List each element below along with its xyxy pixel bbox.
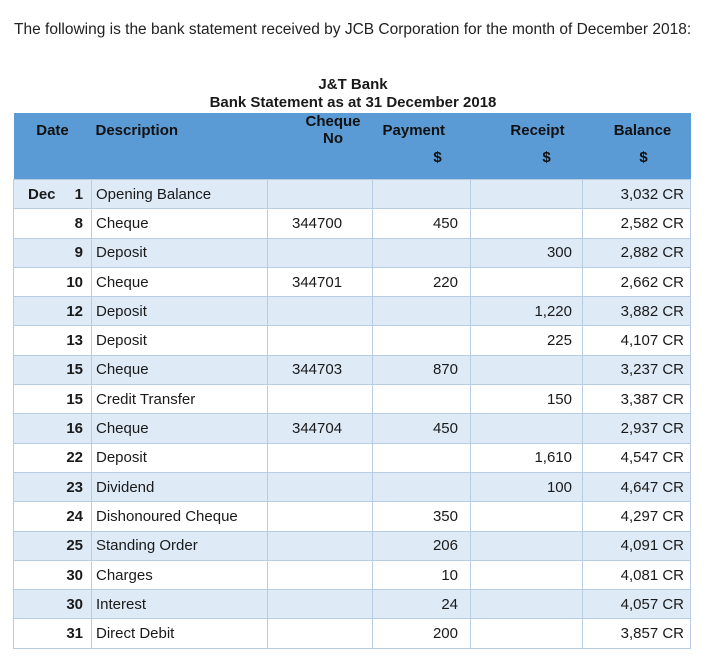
- cell-receipt: 225: [471, 326, 583, 355]
- cell-balance: 4,081 CR: [583, 560, 691, 589]
- header-units-empty: [268, 147, 373, 180]
- cell-date: [14, 502, 92, 531]
- day-value: 15: [66, 361, 83, 379]
- statement-title: Bank Statement as at 31 December 2018: [209, 94, 497, 111]
- table-row: [14, 502, 691, 531]
- cell-balance: 4,107 CR: [583, 326, 691, 355]
- cell-balance: 2,882 CR: [583, 238, 691, 267]
- cell-cheque-no: [268, 502, 373, 531]
- cell-date: [14, 180, 92, 209]
- cell-payment: 450: [373, 414, 471, 443]
- cell-date: [14, 443, 92, 472]
- cell-cheque-no: [268, 619, 373, 648]
- cell-receipt: [471, 502, 583, 531]
- day-value: 31: [66, 625, 83, 643]
- cell-date: [14, 326, 92, 355]
- cell-balance: 4,091 CR: [583, 531, 691, 560]
- day-value: 30: [66, 595, 83, 613]
- cell-payment: 870: [373, 355, 471, 384]
- day-value: 24: [66, 507, 83, 525]
- cell-cheque-no: [268, 297, 373, 326]
- cell-receipt: [471, 590, 583, 619]
- cell-date: [14, 297, 92, 326]
- header-units-row: [14, 147, 691, 180]
- day-value: 23: [66, 478, 83, 496]
- cell-payment: [373, 238, 471, 267]
- table-row: [14, 414, 691, 443]
- intro-paragraph: The following is the bank statement received by JCB Corporation for the month of December 2018:: [14, 21, 692, 38]
- table-row: [14, 443, 691, 472]
- cell-cheque-no: [268, 560, 373, 589]
- cell-receipt: 1,610: [471, 443, 583, 472]
- cell-receipt: [471, 619, 583, 648]
- cell-payment: [373, 326, 471, 355]
- day-value: 13: [66, 332, 83, 350]
- cell-receipt: 300: [471, 238, 583, 267]
- cell-receipt: [471, 267, 583, 296]
- header-units-empty: [14, 147, 92, 180]
- cell-date: [14, 209, 92, 238]
- cell-cheque-no: [268, 472, 373, 501]
- cell-description: Cheque: [92, 209, 268, 238]
- cell-balance: 2,582 CR: [583, 209, 691, 238]
- cell-balance: 2,662 CR: [583, 267, 691, 296]
- cell-cheque-no: [268, 180, 373, 209]
- header-receipt-unit: $: [471, 147, 583, 180]
- cell-description: Deposit: [92, 443, 268, 472]
- cell-cheque-no: 344700: [268, 209, 373, 238]
- cell-balance: 3,237 CR: [583, 355, 691, 384]
- cell-date: [14, 414, 92, 443]
- header-cheque-no: Cheque No: [268, 113, 373, 147]
- day-value: 22: [66, 449, 83, 467]
- cell-description: Deposit: [92, 326, 268, 355]
- cell-payment: 206: [373, 531, 471, 560]
- day-value: 15: [66, 390, 83, 408]
- cell-date: [14, 531, 92, 560]
- cell-balance: 3,032 CR: [583, 180, 691, 209]
- cell-description: Deposit: [92, 297, 268, 326]
- cell-date: [14, 472, 92, 501]
- cell-description: Cheque: [92, 414, 268, 443]
- bank-name: J&T Bank: [318, 76, 388, 93]
- cell-balance: 4,547 CR: [583, 443, 691, 472]
- cell-description: Dividend: [92, 472, 268, 501]
- cell-receipt: 1,220: [471, 297, 583, 326]
- cell-receipt: [471, 531, 583, 560]
- table-row: [14, 385, 691, 414]
- day-value: 12: [66, 302, 83, 320]
- cell-description: Cheque: [92, 267, 268, 296]
- bank-statement-table: [13, 113, 691, 649]
- cell-balance: 2,937 CR: [583, 414, 691, 443]
- cell-payment: 450: [373, 209, 471, 238]
- cell-description: Standing Order: [92, 531, 268, 560]
- day-value: 8: [74, 214, 83, 232]
- cell-balance: 3,387 CR: [583, 385, 691, 414]
- cell-payment: [373, 385, 471, 414]
- cell-date: [14, 267, 92, 296]
- header-balance-unit: $: [583, 147, 691, 180]
- header-payment: Payment: [373, 113, 471, 147]
- header-balance: Balance: [583, 113, 691, 147]
- cell-description: Credit Transfer: [92, 385, 268, 414]
- cell-receipt: [471, 355, 583, 384]
- cell-receipt: [471, 414, 583, 443]
- cell-cheque-no: 344704: [268, 414, 373, 443]
- cell-balance: 4,297 CR: [583, 502, 691, 531]
- cell-description: Direct Debit: [92, 619, 268, 648]
- cell-receipt: [471, 180, 583, 209]
- cell-description: Charges: [92, 560, 268, 589]
- cell-payment: [373, 180, 471, 209]
- day-value: 10: [66, 273, 83, 291]
- cell-description: Cheque: [92, 355, 268, 384]
- cell-receipt: [471, 209, 583, 238]
- header-receipt: Receipt: [471, 113, 583, 147]
- cell-balance: 3,882 CR: [583, 297, 691, 326]
- cell-date: [14, 355, 92, 384]
- cell-description: Interest: [92, 590, 268, 619]
- header-units-empty: [92, 147, 268, 180]
- header-payment-unit: $: [373, 147, 471, 180]
- day-value: 25: [66, 537, 83, 555]
- cell-payment: 200: [373, 619, 471, 648]
- table-row: [14, 238, 691, 267]
- cell-date: [14, 619, 92, 648]
- table-row: [14, 619, 691, 648]
- table-row: [14, 209, 691, 238]
- cell-description: Opening Balance: [92, 180, 268, 209]
- header-description: Description: [92, 113, 268, 147]
- cell-payment: [373, 443, 471, 472]
- table-header: [14, 113, 691, 180]
- cell-payment: [373, 297, 471, 326]
- day-value: 16: [66, 420, 83, 438]
- header-date: Date: [14, 113, 92, 147]
- cell-balance: 4,647 CR: [583, 472, 691, 501]
- table-row: [14, 326, 691, 355]
- day-value: 9: [74, 244, 83, 262]
- table-row: [14, 355, 691, 384]
- cell-payment: 10: [373, 560, 471, 589]
- month-label: Dec: [28, 185, 56, 203]
- cell-balance: 3,857 CR: [583, 619, 691, 648]
- cell-payment: 350: [373, 502, 471, 531]
- table-body: [14, 180, 691, 649]
- day-value: 1: [74, 185, 83, 203]
- table-row: [14, 180, 691, 209]
- cell-date: [14, 590, 92, 619]
- cell-payment: 24: [373, 590, 471, 619]
- cell-payment: [373, 472, 471, 501]
- cell-date: [14, 238, 92, 267]
- cell-cheque-no: [268, 590, 373, 619]
- table-row: [14, 267, 691, 296]
- cell-cheque-no: [268, 326, 373, 355]
- cell-date: [14, 560, 92, 589]
- cell-cheque-no: 344703: [268, 355, 373, 384]
- table-row: [14, 297, 691, 326]
- cell-cheque-no: [268, 531, 373, 560]
- cell-payment: 220: [373, 267, 471, 296]
- table-row: [14, 560, 691, 589]
- cell-description: Deposit: [92, 238, 268, 267]
- cell-cheque-no: [268, 238, 373, 267]
- cell-balance: 4,057 CR: [583, 590, 691, 619]
- header-row: [14, 113, 691, 147]
- cell-receipt: 100: [471, 472, 583, 501]
- table-row: [14, 531, 691, 560]
- day-value: 30: [66, 566, 83, 584]
- cell-receipt: 150: [471, 385, 583, 414]
- cell-date: [14, 385, 92, 414]
- cell-description: Dishonoured Cheque: [92, 502, 268, 531]
- cell-cheque-no: [268, 385, 373, 414]
- table-row: [14, 590, 691, 619]
- cell-cheque-no: 344701: [268, 267, 373, 296]
- cell-cheque-no: [268, 443, 373, 472]
- table-row: [14, 472, 691, 501]
- cell-receipt: [471, 560, 583, 589]
